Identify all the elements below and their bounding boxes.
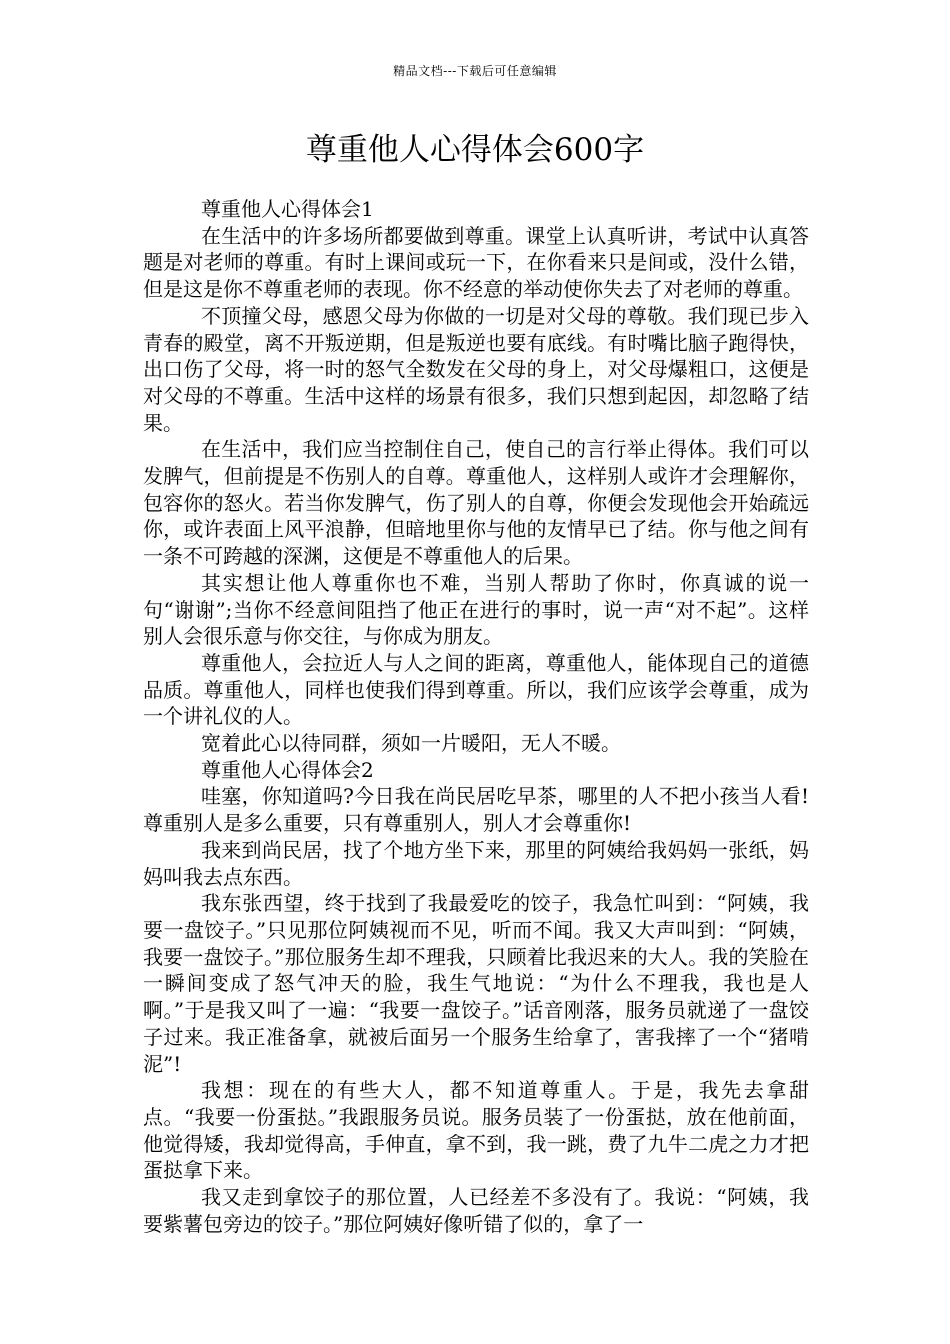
- section-heading-2: 尊重他人心得体会2: [201, 757, 374, 782]
- document-title: 尊重他人心得体会600字: [305, 132, 645, 168]
- paragraph: 我来到尚民居，找了个地方坐下来，那里的阿姨给我妈妈一张纸，妈妈叫我去点东西。: [143, 837, 809, 889]
- paragraph: 其实想让他人尊重你也不难，当别人帮助了你时，你真诚的说一句“谢谢”;当你不经意间阻挡了他正在进行的事时，说一声“对不起”。这样别人会很乐意与你交往，与你成为朋友。: [143, 570, 809, 649]
- paragraph: 在生活中的许多场所都要做到尊重。课堂上认真听讲，考试中认真答题是对老师的尊重。有时上课间或玩一下，在你看来只是间或，没什么错，但是这是你不尊重老师的表现。你不经意的举动使你失去了对老师的尊重。: [143, 223, 809, 302]
- section-heading-1: 尊重他人心得体会1: [201, 197, 374, 221]
- paragraph: 宽着此心以待同群，须如一片暖阳，无人不暖。: [201, 731, 621, 756]
- paragraph: 在生活中，我们应当控制住自己，使自己的言行举止得体。我们可以发脾气，但前提是不伤别人的自尊。尊重他人，这样别人或许才会理解你，包容你的怒火。若当你发脾气，伤了别人的自尊，你便会发现他会开始疏远你，或许表面上风平浪静，但暗地里你与他的友情早已了结。你与他之间有一条不可跨越的深渊，这便是不尊重他人的后果。: [143, 437, 809, 569]
- paragraph: 我想：现在的有些大人，都不知道尊重人。于是，我先去拿甜点。“我要一份蛋挞。”我跟服务员说。服务员装了一份蛋挞，放在他前面，他觉得矮，我却觉得高，手伸直，拿不到，我一跳，费了九牛二虎之力才把蛋挞拿下来。: [143, 1078, 809, 1183]
- paragraph: 我东张西望，终于找到了我最爱吃的饺子，我急忙叫到：“阿姨，我要一盘饺子。”只见那位阿姨视而不见，听而不闻。我又大声叫到：“阿姨，我要一盘饺子。”那位服务生却不理我，只顾着比我迟来的大人。我的笑脸在一瞬间变成了怒气冲天的脸，我生气地说：“为什么不理我，我也是人啊。”于是我又叫了一遍：“我要一盘饺子。”话音刚落，服务员就递了一盘饺子过来。我正准备拿，就被后面另一个服务生给拿了，害我摔了一个“猪啃泥”!: [143, 891, 809, 1076]
- document-body: [143, 196, 809, 1237]
- paragraph: 尊重他人，会拉近人与人之间的距离，尊重他人，能体现自己的道德品质。尊重他人，同样也使我们得到尊重。所以，我们应该学会尊重，成为一个讲礼仪的人。: [143, 650, 809, 729]
- header-note: 精品文档---下载后可任意编辑: [393, 64, 557, 78]
- paragraph: 不顶撞父母，感恩父母为你做的一切是对父母的尊敬。我们现已步入青春的殿堂，离不开叛逆期，但是叛逆也要有底线。有时嘴比脑子跑得快，出口伤了父母，将一时的怒气全数发在父母的身上，对父母爆粗口，这便是对父母的不尊重。生活中这样的场景有很多，我们只想到起因，却忽略了结果。: [143, 303, 809, 435]
- paragraph: 哇塞，你知道吗?今日我在尚民居吃早茶，哪里的人不把小孩当人看!尊重别人是多么重要，只有尊重别人，别人才会尊重你!: [143, 784, 809, 836]
- paragraph: 我又走到拿饺子的那位置，人已经差不多没有了。我说：“阿姨，我要紫薯包旁边的饺子。”那位阿姨好像听错了似的，拿了一: [143, 1185, 809, 1236]
